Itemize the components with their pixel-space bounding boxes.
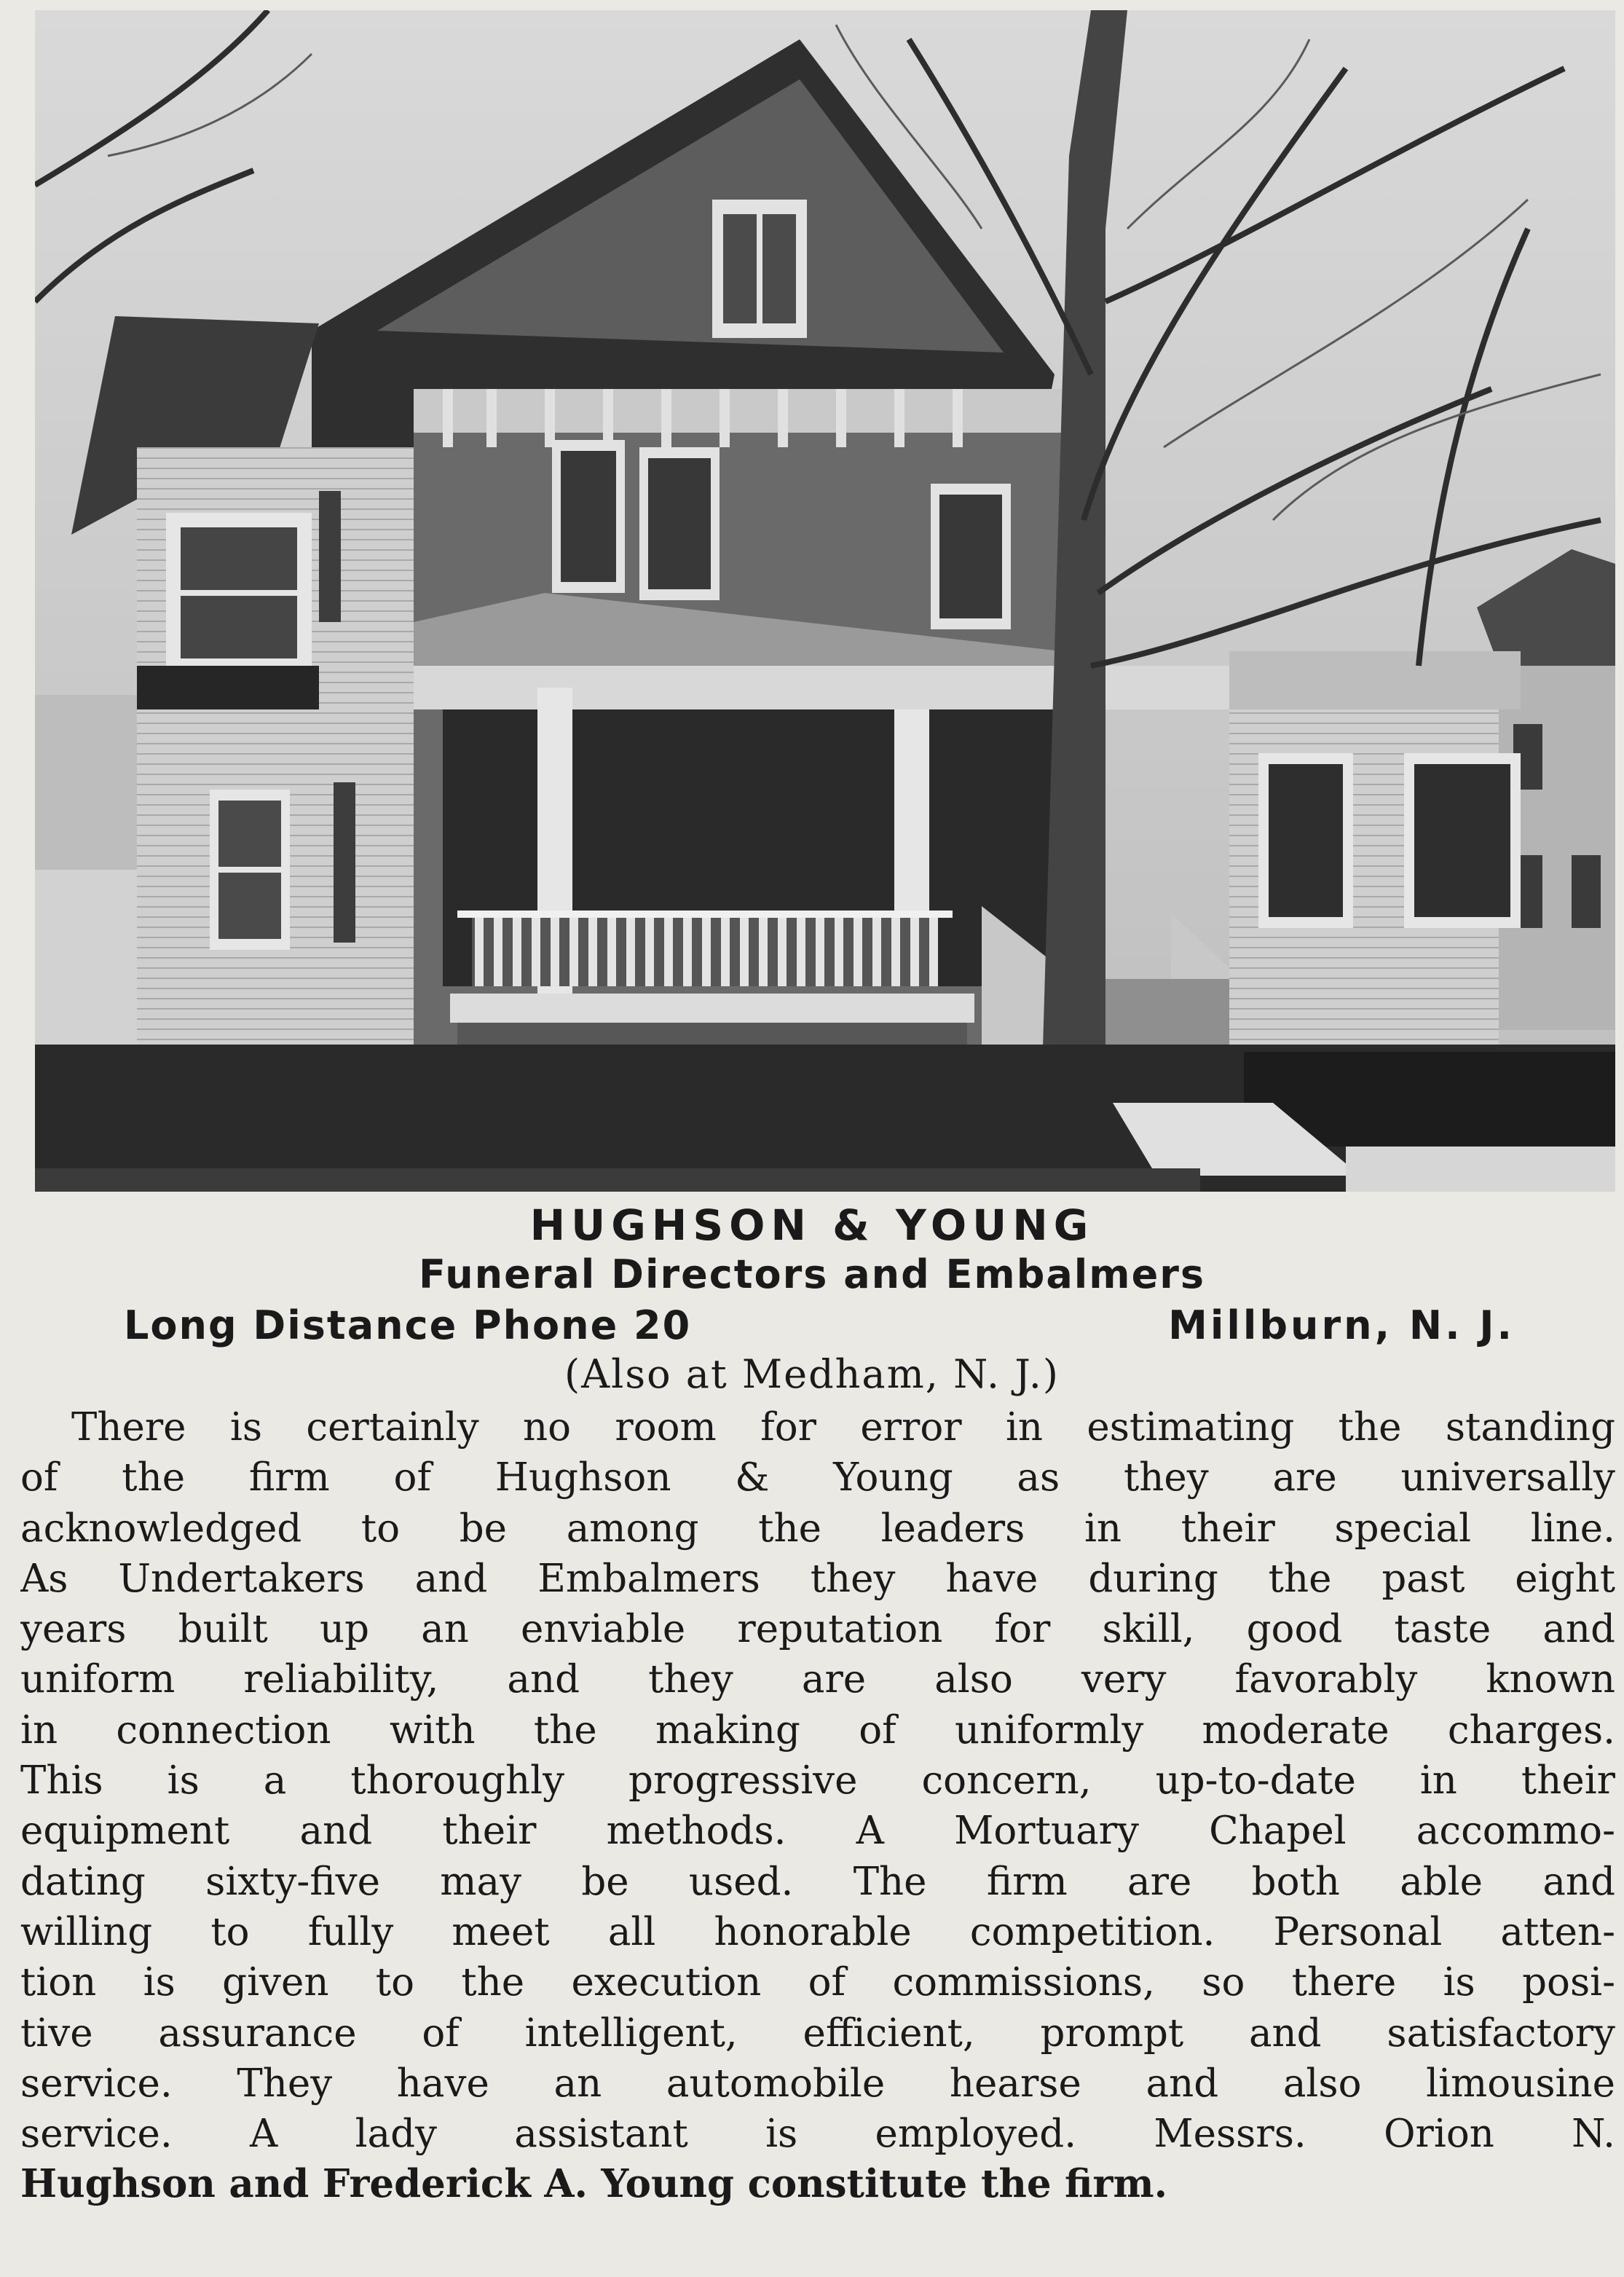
- paragraph-line: of the firm of Hughson & Young as they are universally: [20, 1455, 1615, 1501]
- paragraph-line: This is a thoroughly progressive concern, up-to-date in their: [20, 1758, 1615, 1804]
- house-photograph: [35, 10, 1615, 1192]
- paragraph-line: service. A lady assistant is employed. Messrs. Orion N.: [20, 2112, 1615, 2157]
- paragraph-line: uniform reliability, and they are also very favorably known: [20, 1657, 1615, 1702]
- location: Millburn, N. J.: [1168, 1302, 1515, 1348]
- firm-name: HUGHSON & YOUNG: [529, 1200, 1095, 1250]
- paragraph-line: dating sixty-five may be used. The firm are both able and: [20, 1859, 1615, 1904]
- paragraph-line: service. They have an automobile hearse and also limousine: [20, 2061, 1615, 2106]
- paragraph-line: equipment and their methods. A Mortuary Chapel accommo-: [20, 1809, 1615, 1854]
- paragraph-line: Hughson and Frederick A. Young constitute the firm.: [20, 2161, 1168, 2207]
- paragraph-line: willing to fully meet all honorable competition. Personal atten-: [20, 1909, 1615, 1954]
- phone-number: Long Distance Phone 20: [124, 1302, 692, 1348]
- house-image: [35, 10, 1615, 1192]
- paragraph-line: tive assurance of intelligent, efficient, prompt and satisfactory: [20, 2010, 1615, 2056]
- description-paragraph: [20, 1402, 1615, 2210]
- paragraph-line: acknowledged to be among the leaders in their special line.: [20, 1506, 1615, 1551]
- paragraph-line: years built up an enviable reputation for skill, good taste and: [20, 1607, 1615, 1652]
- paragraph-line: tion is given to the execution of commissions, so there is posi-: [20, 1960, 1615, 2005]
- paragraph-line: There is certainly no room for error in estimating the standing: [71, 1405, 1615, 1450]
- secondary-location: (Also at Medham, N. J.): [564, 1351, 1060, 1397]
- paragraph-line: As Undertakers and Embalmers they have during the past eight: [20, 1556, 1615, 1601]
- paragraph-line: in connection with the making of uniformly moderate charges.: [20, 1707, 1615, 1753]
- firm-subtitle: Funeral Directors and Embalmers: [419, 1251, 1205, 1297]
